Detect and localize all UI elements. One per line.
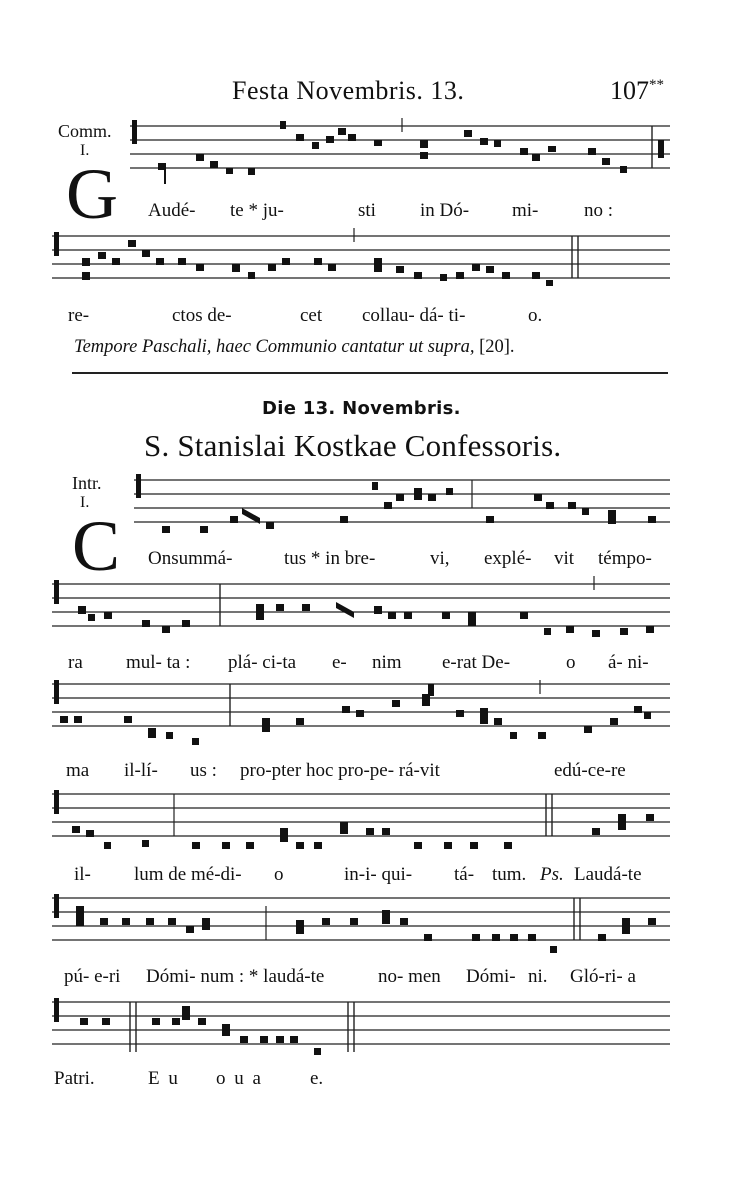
introit-lyric-1-4: vit (554, 548, 575, 569)
communion-mode: I. (80, 142, 90, 159)
introit-lyric-5-1: Dómi- num : * laudá-te (146, 966, 325, 987)
communion-initial: G (66, 154, 118, 234)
introit-lyric-6-3: e. (310, 1068, 324, 1089)
feast-date: Die 13. Novembris. (262, 398, 461, 419)
communion-lyric-1-1: te * ju- (230, 200, 284, 221)
communion-lyric-2-0: re- (68, 305, 90, 326)
introit-lyric-1-1: tus * in bre- (284, 548, 376, 569)
introit-lyric-4-0: il- (74, 864, 91, 885)
paschal-rubric-ref: [20]. (479, 337, 515, 357)
introit-lyric-6-2: o u a (216, 1068, 263, 1089)
paschal-rubric-text: Tempore Paschali, haec Communio cantatur ut supra, (74, 337, 475, 357)
communion-lyric-2-2: cet (300, 305, 323, 326)
introit-lyric-4-2: o (274, 864, 284, 885)
communion-lyric-2-3: collau- dá- ti- (362, 305, 466, 326)
introit-lyric-2-5: e-rat De- (442, 652, 511, 673)
communion-lyric-1-0: Audé- (148, 200, 196, 221)
running-title: Festa Novembris. 13. (232, 76, 465, 105)
staff-introit-3 (52, 676, 670, 752)
introit-lyric-4-1: lum de mé-di- (134, 864, 242, 885)
introit-lyric-6-0: Patri. (54, 1068, 95, 1089)
introit-lyric-5-4: ni. (528, 966, 548, 987)
introit-lyric-2-2: plá- ci-ta (228, 652, 297, 673)
staff-communion-1 (130, 118, 670, 188)
communion-lyric-2-4: o. (528, 305, 543, 326)
introit-lyric-5-5: Gló-ri- a (570, 966, 636, 987)
feast-title: S. Stanislai Kostkae Confessoris. (144, 428, 562, 463)
page-number (610, 76, 664, 106)
staff-communion-2 (52, 228, 670, 298)
introit-lyric-2-6: o (566, 652, 576, 673)
introit-lyric-3-2: us : (190, 760, 217, 781)
introit-lyric-5-2: no- men (378, 966, 441, 987)
section-divider (72, 372, 668, 374)
communion-lyric-1-3: in Dó- (420, 200, 470, 221)
staff-introit-1 (134, 472, 670, 542)
introit-lyric-5-3: Dómi- (466, 966, 516, 987)
communion-lyric-2-1: ctos de- (172, 305, 232, 326)
introit-lyric-1-0: Onsummá- (148, 548, 233, 569)
introit-lyric-2-3: e- (332, 652, 347, 673)
staff-introit-6 (52, 994, 670, 1064)
introit-lyric-5-0: pú- e-ri (64, 966, 121, 987)
introit-label: Intr. (72, 473, 102, 493)
introit-lyric-4-4: tá- (454, 864, 475, 885)
staff-introit-4 (52, 786, 670, 862)
introit-lyric-3-4: edú-ce-re (554, 760, 626, 781)
communion-lyric-1-4: mi- (512, 200, 539, 221)
communion-label: Comm. (58, 121, 112, 141)
introit-lyric-3-1: il-lí- (124, 760, 158, 781)
communion-lyric-1-5: no : (584, 200, 614, 221)
introit-lyric-2-0: ra (68, 652, 83, 673)
introit-lyric-2-4: nim (372, 652, 402, 673)
introit-initial: C (72, 506, 121, 586)
page-number-value: 107 (610, 76, 649, 105)
introit-lyric-3-3: pro-pter hoc pro-pe- rá-vit (240, 760, 440, 781)
introit-lyric-2-1: mul- ta : (126, 652, 191, 673)
psalm-label: Ps. (540, 864, 564, 885)
introit-lyric-1-5: témpo- (598, 548, 652, 569)
introit-lyric-2-7: á- ni- (608, 652, 649, 673)
introit-lyric-4-3: in-i- qui- (344, 864, 413, 885)
introit-lyric-4-7: Laudá-te (574, 864, 642, 885)
introit-lyric-1-3: explé- (484, 548, 532, 569)
introit-lyric-4-5: tum. (492, 864, 527, 885)
staff-introit-2 (52, 576, 670, 646)
introit-lyric-1-2: vi, (430, 548, 450, 569)
page-number-suffix: ** (649, 77, 664, 93)
introit-mode: I. (80, 494, 90, 511)
introit-lyric-6-1: E u (148, 1068, 180, 1089)
introit-lyric-3-0: ma (66, 760, 90, 781)
paschal-rubric (74, 337, 515, 358)
staff-introit-5 (52, 890, 670, 966)
communion-lyric-1-2: sti (358, 200, 376, 221)
